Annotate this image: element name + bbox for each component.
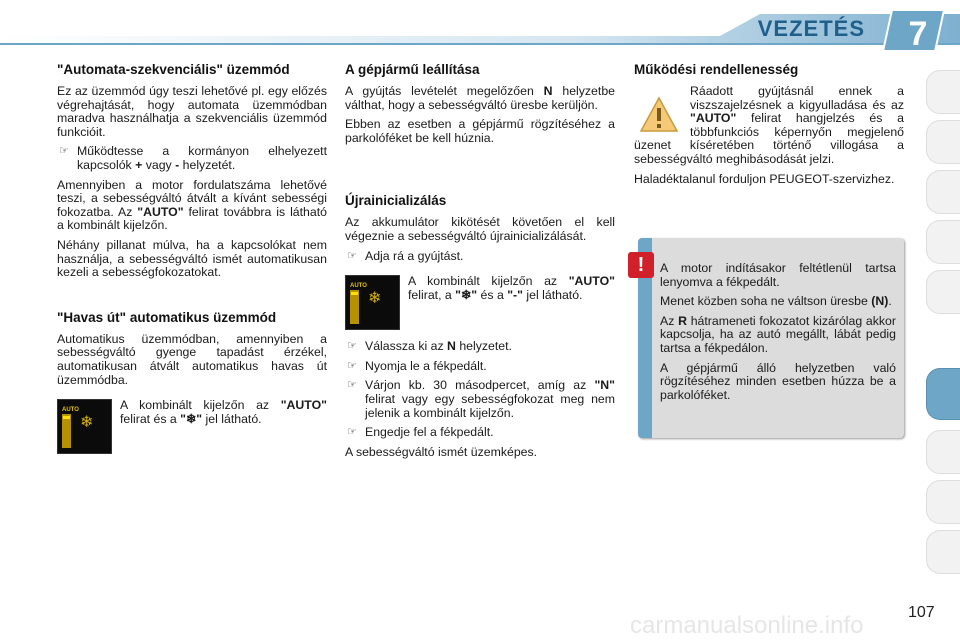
- chapter-tab[interactable]: [926, 530, 960, 574]
- list-item: ☞ Működtesse a kormányon elhelyezett kapcsolók + vagy - helyzetét.: [59, 144, 327, 172]
- paragraph: Ebben az esetben a gépjármű rögzítéséhez a parkolóféket be kell húznia.: [345, 117, 615, 145]
- warning-triangle-block: [634, 85, 904, 173]
- section-title-malfunction: Működési rendellenesség: [634, 62, 799, 77]
- chapter-number: 7: [908, 15, 928, 53]
- pointing-hand-icon: ☞: [59, 145, 69, 158]
- snowflake-icon: ❄: [80, 414, 94, 432]
- display-block: [345, 275, 615, 330]
- warning-paragraph: Az R hátrameneti fokozatot kizárólag akkor kapcsolja, ha az autó megállt, lábát pedig tartsa a fékpedálon.: [660, 313, 896, 355]
- chapter-tab-active[interactable]: [926, 368, 960, 420]
- warning-box: [638, 238, 904, 438]
- snowflake-icon: ❄: [368, 290, 382, 308]
- paragraph: Automatikus üzemmódban, amennyiben a sebességváltó gyenge tapadást érzékel, automatikusan átvált automatikus havas út üzemmódba.: [57, 331, 327, 387]
- column-middle: [345, 62, 615, 465]
- paragraph: Ráadott gyújtásnál ennek a viszszajelzésnek a kigyulladása és az "AUTO" felirat hangjelzés és a többfunkciós képernyőn megjelenő üzenet kíséretében történő villogása a sebességváltó meghibásodását jelzi.: [634, 85, 904, 166]
- paragraph: A sebességváltó ismét üzemképes.: [345, 444, 538, 459]
- paragraph: Ez az üzemmód úgy teszi lehetővé pl. egy előzés végrehajtását, hogy automata üzemmódban maradva használhatja a szekvenciális üzemmód funkcióit.: [57, 84, 327, 139]
- column-right: [634, 62, 904, 192]
- paragraph: Néhány pillanat múlva, ha a kapcsolókat nem használja, a sebességváltó ismét automatikusan kezeli a sebességfokozatokat.: [57, 237, 327, 280]
- paragraph: A gyújtás levételét megelőzően N helyzetbe válthat, hogy a sebességváltó üresbe kerüljön.: [345, 84, 615, 112]
- chapter-tab[interactable]: [926, 430, 960, 474]
- pointing-hand-icon: ☞: [347, 379, 357, 392]
- display-block: [57, 398, 327, 432]
- section-title-auto-sequential: "Automata-szekvenciális" üzemmód: [57, 62, 290, 77]
- list-item: ☞ Válassza ki az N helyzetet.: [347, 339, 512, 354]
- chapter-tab[interactable]: [926, 170, 960, 214]
- paragraph: Haladéktalanul forduljon PEUGEOT-szervizhez.: [634, 171, 895, 186]
- page-number: 107: [908, 604, 935, 621]
- paragraph: Amennyiben a motor fordulatszáma lehetővé teszi, a sebességváltó átvált a kívánt sebességi fokozatba. Az "AUTO" felirat továbbra is látható a kombinált kijelzőn.: [57, 177, 327, 233]
- list-item: ☞ Várjon kb. 30 másodpercet, amíg az "N" felirat vagy egy sebességfokozat meg nem jelenik a kombinált kijelzőn.: [347, 378, 615, 420]
- watermark: carmanualsonline.info: [630, 612, 864, 639]
- list-item: ☞ Adja rá a gyújtást.: [347, 248, 464, 263]
- section-title-snow-mode: "Havas út" automatikus üzemmód: [57, 309, 277, 325]
- list-item: ☞ Nyomja le a fékpedált.: [347, 358, 487, 373]
- chapter-tab[interactable]: [926, 270, 960, 314]
- display-caption: A kombinált kijelzőn az "AUTO" felirat, a "❄" és a "-" jel látható.: [408, 275, 615, 302]
- instrument-display-image: AUTO ❄: [345, 275, 400, 330]
- pointing-hand-icon: ☞: [347, 426, 357, 439]
- section-title-reinit: Újrainicializálás: [345, 193, 447, 209]
- chapter-tab[interactable]: [926, 70, 960, 114]
- chapter-tabs: [926, 70, 960, 570]
- section-title-parking: A gépjármű leállítása: [345, 62, 480, 77]
- chapter-tab[interactable]: [926, 480, 960, 524]
- warning-triangle-icon: [638, 95, 680, 135]
- chapter-tab[interactable]: [926, 120, 960, 164]
- warning-paragraph: A motor indításakor feltétlenül tartsa lenyomva a fékpedált.: [660, 261, 896, 289]
- warning-paragraph: A gépjármű álló helyzetben való rögzítéséhez minden esetben húzza be a parkolóféket.: [660, 360, 896, 402]
- chapter-tab[interactable]: [926, 220, 960, 264]
- pointing-hand-icon: ☞: [347, 249, 357, 262]
- pointing-hand-icon: ☞: [347, 359, 357, 372]
- chapter-title: VEZETÉS: [757, 16, 865, 41]
- pointing-hand-icon: ☞: [347, 340, 357, 353]
- paragraph: Az akkumulátor kikötését követően el kell végeznie a sebességváltó újrainicializálását.: [345, 215, 615, 243]
- instrument-display-image: AUTO ❄: [57, 399, 112, 454]
- list-item: ☞ Engedje fel a fékpedált.: [347, 425, 494, 440]
- column-left: [57, 62, 327, 454]
- exclamation-icon: !: [628, 252, 654, 278]
- warning-paragraph: Menet közben soha ne váltson üresbe (N).: [660, 294, 892, 309]
- display-caption: A kombinált kijelzőn az "AUTO" felirat és a "❄" jel látható.: [120, 398, 327, 426]
